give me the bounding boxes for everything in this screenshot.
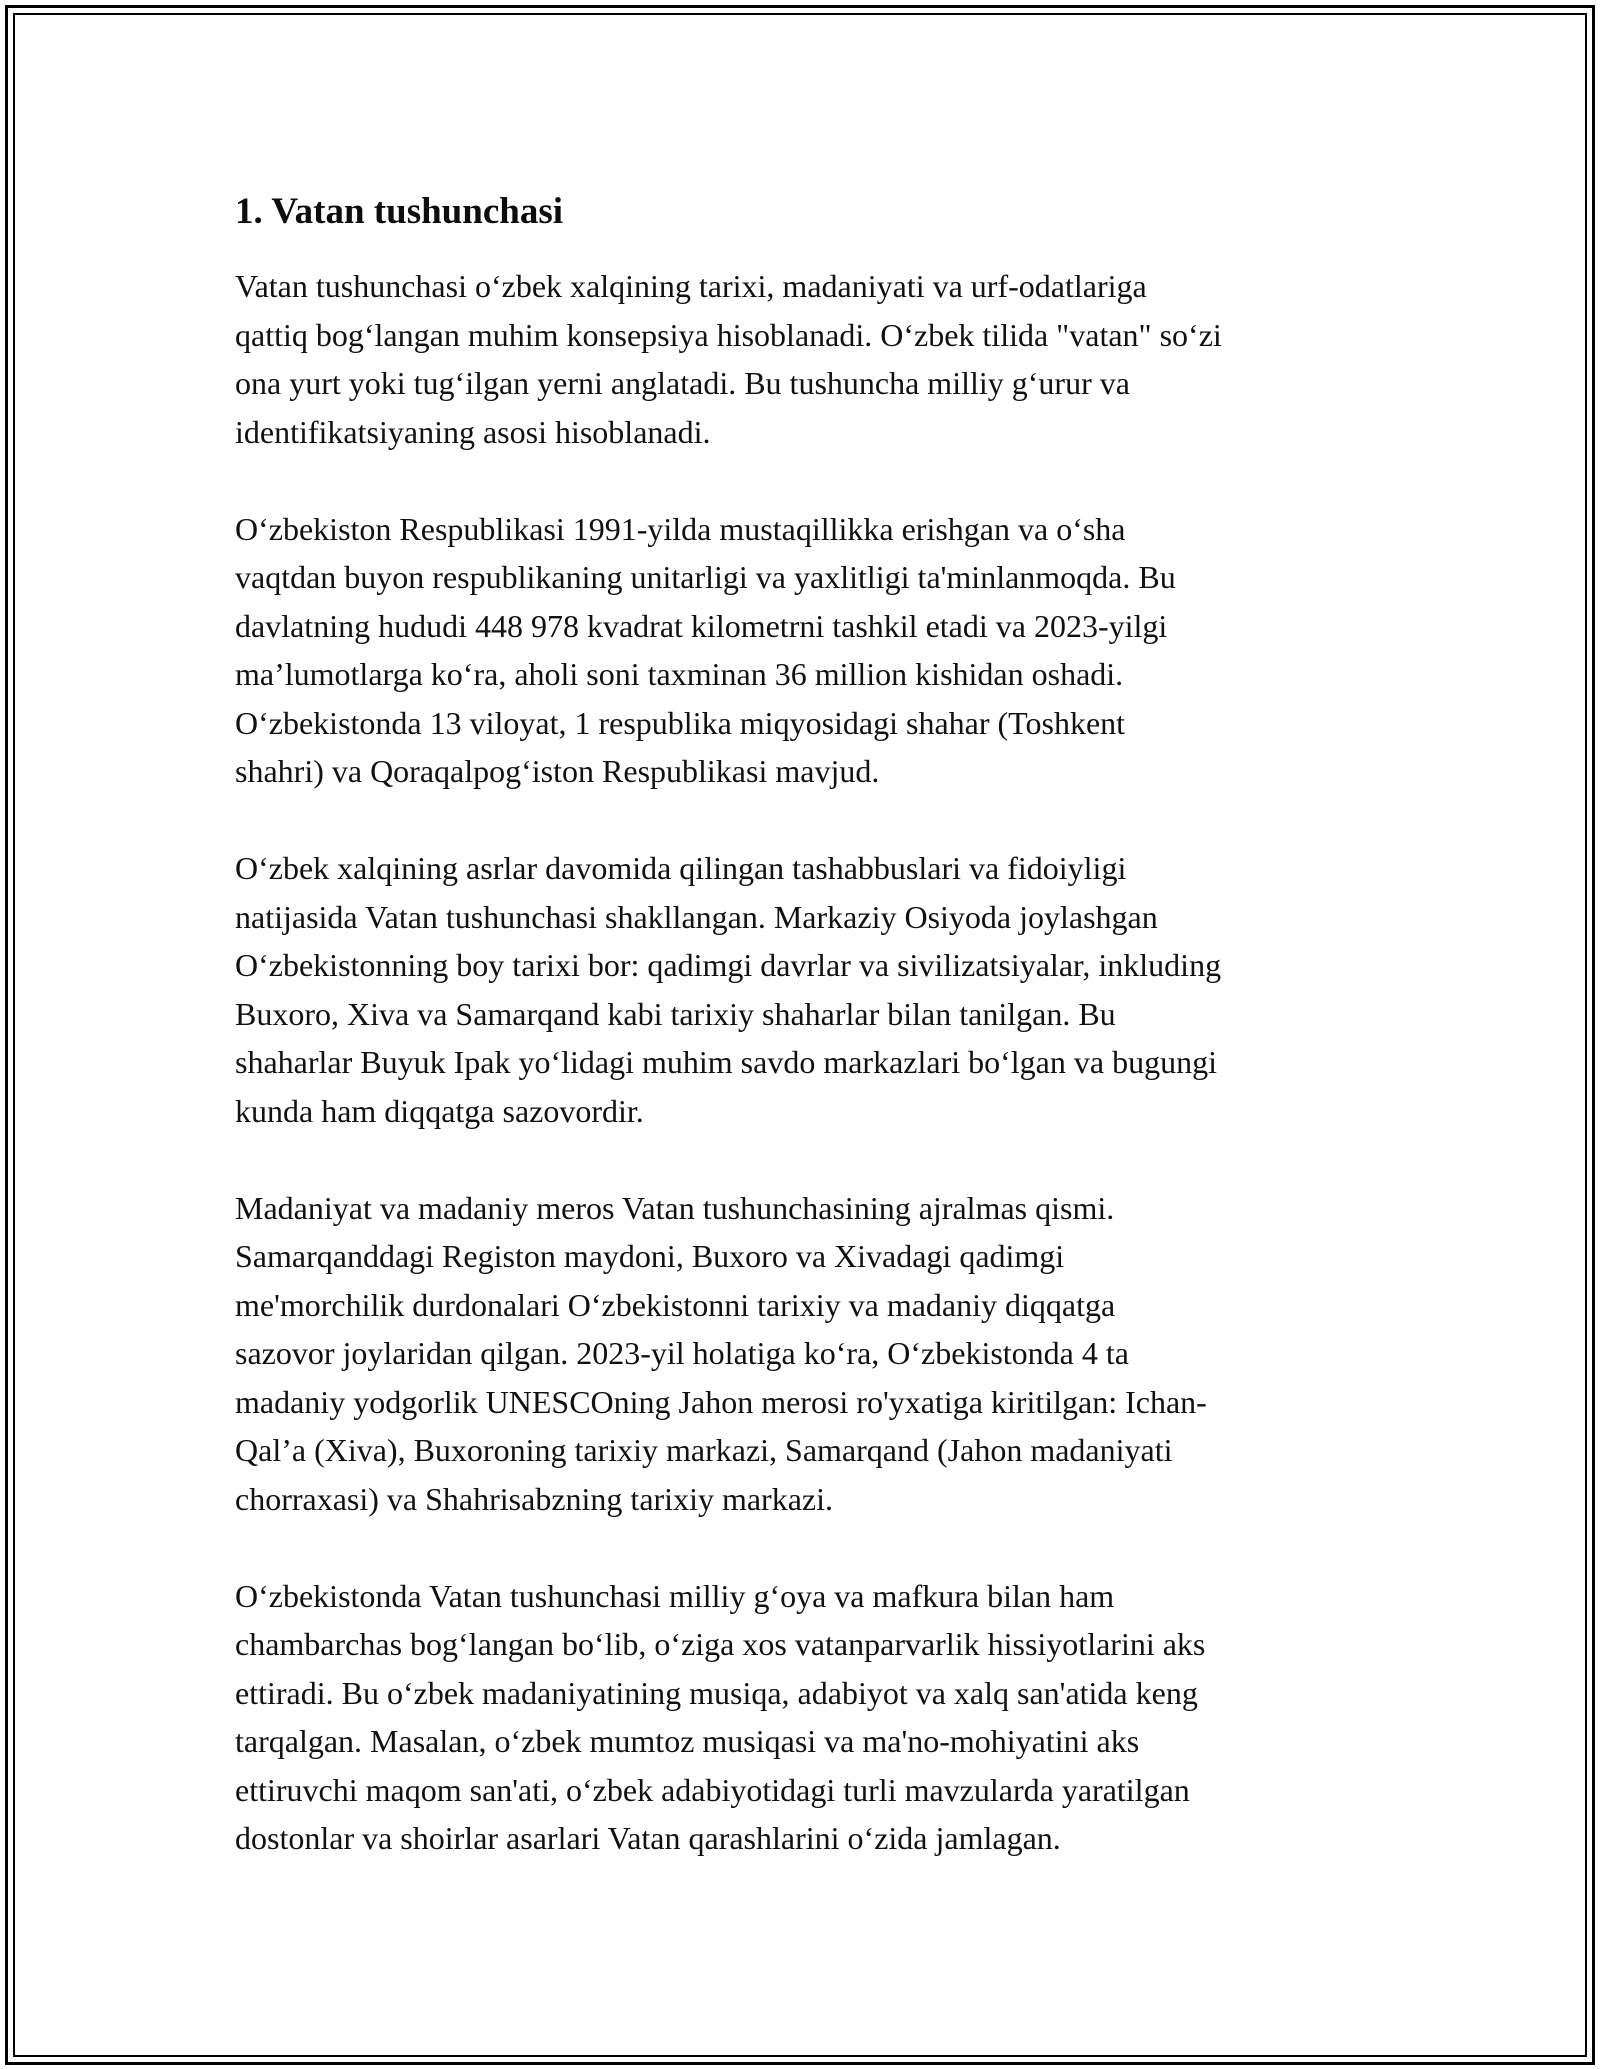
paragraph-line: shahri) va Qoraqalpogʻiston Respublikasi mavjud. bbox=[235, 753, 880, 789]
paragraph-line: identifikatsiyaning asosi hisoblanadi. bbox=[235, 413, 711, 450]
paragraph-2 bbox=[235, 505, 1370, 796]
paragraph-line: kunda ham diqqatga sazovordir. bbox=[235, 1092, 644, 1129]
paragraph-line: Madaniyat va madaniy meros Vatan tushunchasining ajralmas qismi. bbox=[235, 1189, 1115, 1226]
paragraph-line: chambarchas bogʻlangan boʻlib, oʻziga xos vatanparvarlik hissiyotlarini aks bbox=[235, 1626, 1206, 1662]
paragraph-line: Oʻzbek xalqining asrlar davomida qilingan tashabbuslari va fidoiyligi bbox=[235, 850, 1127, 886]
paragraph-line: vaqtdan buyon respublikaning unitarligi va yaxlitligi ta'minlanmoqda. Bu bbox=[235, 559, 1176, 595]
paragraph-line: Buxoro, Xiva va Samarqand kabi tarixiy shaharlar bilan tanilgan. Bu bbox=[235, 995, 1116, 1032]
paragraph-line: davlatning hududi 448 978 kvadrat kilometrni tashkil etadi va 2023-yilgi bbox=[235, 607, 1168, 644]
paragraph-line: ma’lumotlarga koʻra, aholi soni taxminan 36 million kishidan oshadi. bbox=[235, 656, 1124, 692]
paragraph-line: Oʻzbekistonning boy tarixi bor: qadimgi davrlar va sivilizatsiyalar, inkluding bbox=[235, 947, 1222, 983]
paragraph-line: tarqalgan. Masalan, oʻzbek mumtoz musiqasi va ma'no-mohiyatini aks bbox=[235, 1723, 1140, 1759]
paragraph-line: shaharlar Buyuk Ipak yoʻlidagi muhim savdo markazlari boʻlgan va bugungi bbox=[235, 1044, 1217, 1080]
section-heading: 1. Vatan tushunchasi bbox=[235, 191, 564, 232]
paragraph-line: madaniy yodgorlik UNESCOning Jahon merosi ro'yxatiga kiritilgan: Ichan- bbox=[235, 1383, 1207, 1420]
paragraph-line: chorraxasi) va Shahrisabzning tarixiy markazi. bbox=[235, 1480, 833, 1517]
paragraph-line: natijasida Vatan tushunchasi shakllangan. Markaziy Osiyoda joylashgan bbox=[235, 898, 1158, 935]
paragraph-3 bbox=[235, 844, 1370, 1135]
paragraph-line: me'morchilik durdonalari Oʻzbekistonni tarixiy va madaniy diqqatga bbox=[235, 1286, 1116, 1323]
paragraph-5 bbox=[235, 1572, 1370, 1863]
paragraph-line: ona yurt yoki tugʻilgan yerni anglatadi. Bu tushuncha milliy gʻurur va bbox=[235, 365, 1130, 401]
paragraph-4 bbox=[235, 1184, 1370, 1524]
paragraph-line: dostonlar va shoirlar asarlari Vatan qarashlarini oʻzida jamlagan. bbox=[235, 1820, 1061, 1856]
paragraph-line: ettiradi. Bu oʻzbek madaniyatining musiqa, adabiyot va xalq san'atida keng bbox=[235, 1674, 1198, 1711]
paragraph-line: ettiruvchi maqom san'ati, oʻzbek adabiyotidagi turli mavzularda yaratilgan bbox=[235, 1771, 1190, 1808]
paragraph-line: Oʻzbekistonda Vatan tushunchasi milliy gʻoya va mafkura bilan ham bbox=[235, 1577, 1115, 1614]
paragraph-line: Oʻzbekistonda 13 viloyat, 1 respublika miqyosidagi shahar (Toshkent bbox=[235, 704, 1126, 741]
paragraph-line: Qal’a (Xiva), Buxoroning tarixiy markazi, Samarqand (Jahon madaniyati bbox=[235, 1432, 1173, 1468]
document-body bbox=[235, 188, 1370, 1911]
paragraph-line: Vatan tushunchasi oʻzbek xalqining tarixi, madaniyati va urf-odatlariga bbox=[235, 268, 1147, 304]
paragraph-1 bbox=[235, 262, 1370, 456]
paragraph-line: Samarqanddagi Registon maydoni, Buxoro va Xivadagi qadimgi bbox=[235, 1238, 1065, 1274]
paragraph-line: sazovor joylaridan qilgan. 2023-yil holatiga koʻra, Oʻzbekistonda 4 ta bbox=[235, 1335, 1129, 1371]
paragraph-line: Oʻzbekiston Respublikasi 1991-yilda mustaqillikka erishgan va oʻsha bbox=[235, 510, 1126, 547]
paragraph-line: qattiq bogʻlangan muhim konsepsiya hisoblanadi. Oʻzbek tilida "vatan" soʻzi bbox=[235, 316, 1222, 353]
